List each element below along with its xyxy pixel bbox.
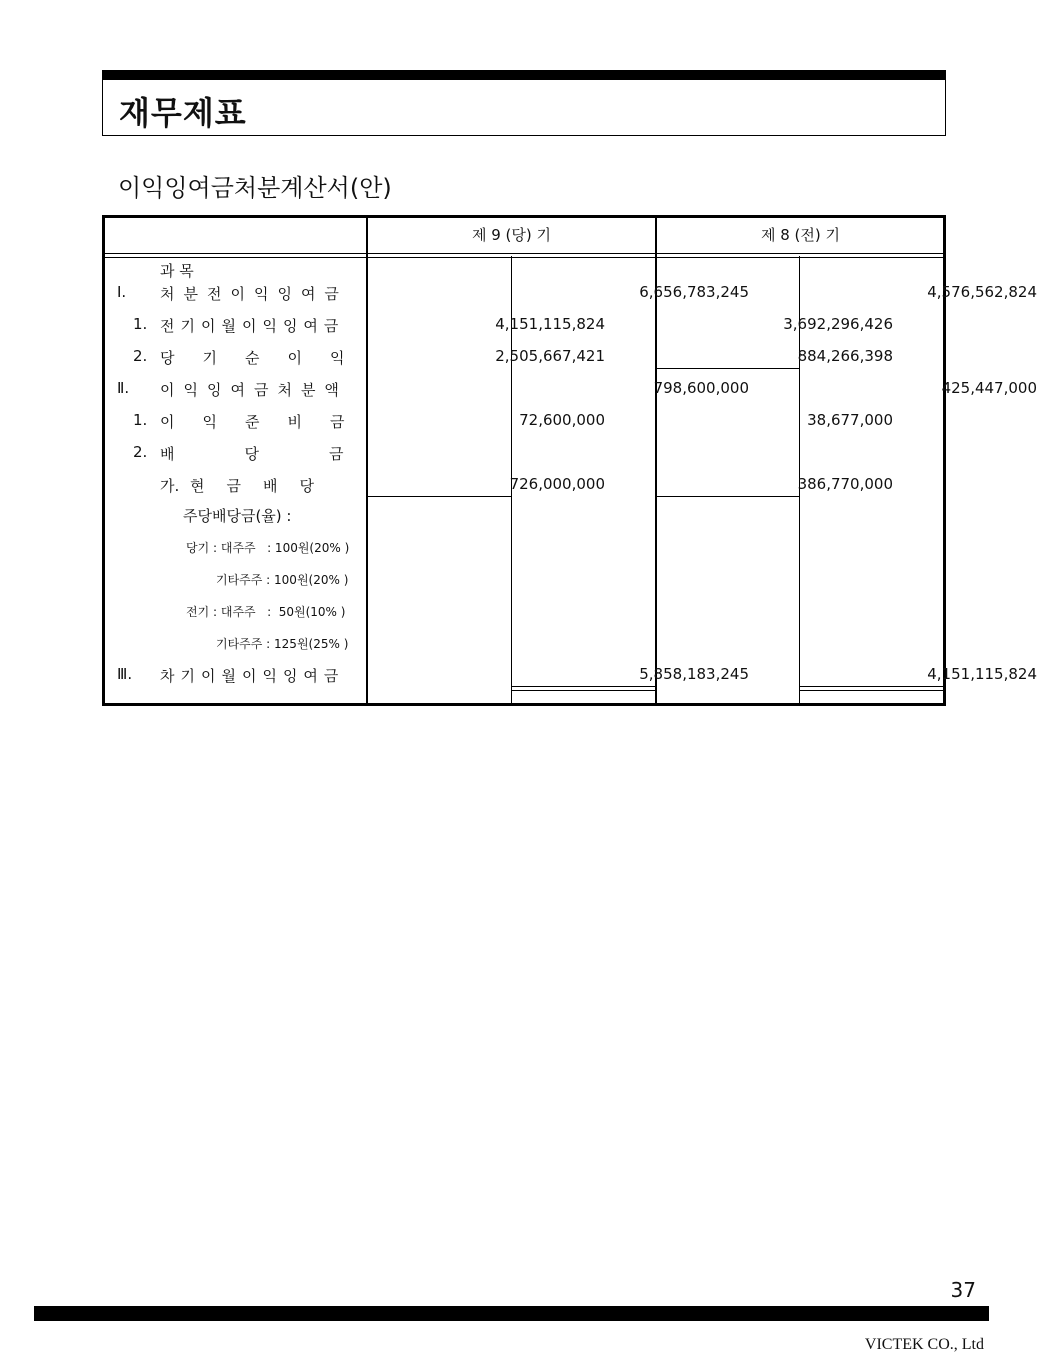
page-number: 37	[950, 1278, 976, 1302]
row-label: 배당금	[160, 445, 414, 463]
previous-detail: 38,677,000	[807, 411, 893, 429]
table-row	[105, 468, 943, 500]
row-number: Ⅰ.	[117, 283, 127, 301]
table-row	[105, 308, 943, 340]
table-row	[105, 436, 943, 468]
row-number: 1.	[133, 411, 148, 429]
current-detail: 4,151,115,824	[495, 315, 605, 333]
company-footer: VICTEK CO., Ltd	[864, 1336, 984, 1353]
table-row	[105, 340, 943, 372]
total-rule	[800, 690, 943, 691]
previous-detail: 386,770,000	[797, 475, 893, 493]
table-row	[105, 404, 943, 436]
top-rule	[102, 70, 946, 80]
dividend-note-heading: 주당배당금(율) :	[183, 507, 292, 525]
row-number: 2.	[133, 347, 148, 365]
bottom-rule	[34, 1306, 989, 1321]
page-title: 재무제표	[119, 94, 247, 132]
row-number: Ⅱ.	[117, 379, 130, 397]
previous-total: 425,447,000	[941, 379, 1037, 397]
column-header-current: 제 9 (당) 기	[471, 226, 552, 244]
table-row	[105, 658, 1037, 690]
dividend-note: 기타주주 : 125원(25% )	[216, 637, 349, 651]
previous-detail: 3,692,296,426	[783, 315, 893, 333]
previous-total: 4,151,115,824	[927, 665, 1037, 683]
row-label: 당기순이익	[160, 349, 373, 367]
row-label: 이익준비금	[160, 413, 373, 431]
title-box	[102, 80, 946, 136]
row-label: 전기이월이익잉여금	[160, 317, 345, 335]
subject-header-text: 과 목	[160, 262, 194, 280]
row-label: 이익잉여금처분액	[160, 381, 348, 399]
previous-total: 4,576,562,824	[927, 283, 1037, 301]
table-row	[105, 372, 1037, 404]
dividend-note: 기타주주 : 100원(20% )	[216, 573, 349, 587]
row-number: Ⅲ.	[117, 665, 133, 683]
row-label: 차기이월이익잉여금	[160, 667, 345, 685]
row-label: 처분전이익잉여금	[160, 285, 348, 303]
dividend-note: 전기 : 대주주 : 50원(10% )	[186, 605, 346, 619]
row-label: 현금배당	[190, 477, 336, 495]
dividend-note: 당기 : 대주주 : 100원(20% )	[186, 541, 350, 555]
current-total: 5,858,183,245	[639, 665, 749, 683]
current-total: 6,656,783,245	[639, 283, 749, 301]
current-detail: 72,600,000	[519, 411, 605, 429]
previous-detail: 884,266,398	[797, 347, 893, 365]
table-row	[105, 276, 1037, 308]
total-rule	[512, 690, 655, 691]
column-header-previous: 제 8 (전) 기	[760, 226, 841, 244]
statement-subtitle: 이익잉여금처분계산서(안)	[118, 174, 392, 202]
current-detail: 726,000,000	[509, 475, 605, 493]
row-number: 1.	[133, 315, 148, 333]
row-number: 가.	[160, 477, 180, 495]
row-number: 2.	[133, 443, 148, 461]
current-detail: 2,505,667,421	[495, 347, 605, 365]
current-total: 798,600,000	[653, 379, 749, 397]
